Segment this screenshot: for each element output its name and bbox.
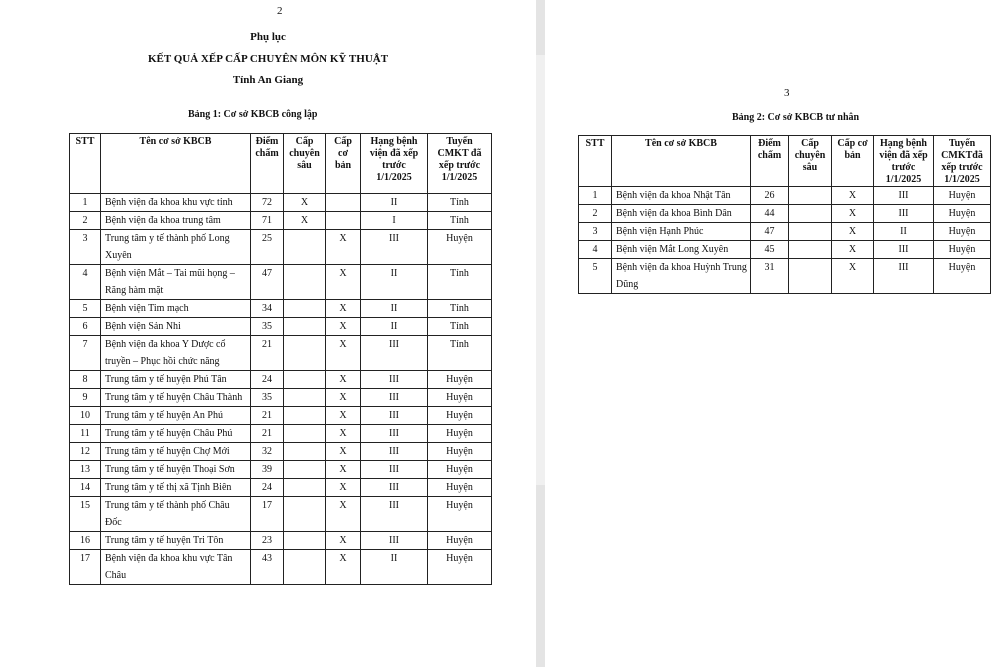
cell-score: 17 bbox=[251, 497, 284, 532]
cell-stt: 4 bbox=[579, 241, 612, 259]
cell-technical-level: Huyện bbox=[428, 497, 492, 532]
cell-deep-level bbox=[284, 497, 326, 532]
cell-hospital-rank: III bbox=[361, 461, 428, 479]
cell-technical-level: Tỉnh bbox=[428, 300, 492, 318]
cell-basic-level bbox=[326, 194, 361, 212]
cell-basic-level: X bbox=[326, 407, 361, 425]
cell-score: 47 bbox=[251, 265, 284, 300]
cell-basic-level: X bbox=[832, 187, 874, 205]
cell-facility-name: Bệnh viện Tim mạch bbox=[101, 300, 251, 318]
cell-score: 24 bbox=[251, 371, 284, 389]
cell-score: 35 bbox=[251, 318, 284, 336]
cell-deep-level bbox=[284, 479, 326, 497]
col-header-name: Tên cơ sở KBCB bbox=[101, 134, 251, 194]
table-row bbox=[70, 300, 492, 318]
cell-hospital-rank: III bbox=[874, 241, 934, 259]
col-header-level: Tuyến CMKTđã xếp trước 1/1/2025 bbox=[934, 136, 991, 187]
cell-score: 21 bbox=[251, 425, 284, 443]
cell-deep-level bbox=[789, 187, 832, 205]
cell-hospital-rank: III bbox=[361, 532, 428, 550]
col-header-name: Tên cơ sở KBCB bbox=[612, 136, 751, 187]
cell-facility-name: Bệnh viện đa khoa trung tâm bbox=[101, 212, 251, 230]
cell-deep-level bbox=[284, 461, 326, 479]
cell-hospital-rank: III bbox=[361, 425, 428, 443]
col-header-level: Tuyến CMKT đã xếp trước 1/1/2025 bbox=[428, 134, 492, 194]
cell-facility-name: Trung tâm y tế thị xã Tịnh Biên bbox=[101, 479, 251, 497]
cell-basic-level: X bbox=[832, 259, 874, 294]
table-row bbox=[579, 205, 991, 223]
cell-stt: 1 bbox=[70, 194, 101, 212]
cell-technical-level: Huyện bbox=[934, 259, 991, 294]
cell-deep-level bbox=[284, 425, 326, 443]
cell-stt: 16 bbox=[70, 532, 101, 550]
cell-hospital-rank: III bbox=[361, 389, 428, 407]
cell-hospital-rank: II bbox=[874, 223, 934, 241]
cell-score: 45 bbox=[751, 241, 789, 259]
cell-deep-level bbox=[284, 318, 326, 336]
cell-score: 39 bbox=[251, 461, 284, 479]
cell-technical-level: Huyện bbox=[428, 443, 492, 461]
cell-basic-level: X bbox=[326, 318, 361, 336]
cell-hospital-rank: II bbox=[361, 265, 428, 300]
cell-technical-level: Tỉnh bbox=[428, 194, 492, 212]
cell-technical-level: Huyện bbox=[428, 389, 492, 407]
cell-facility-name: Bệnh viện đa khoa Y Dược cổ truyền – Phục hồi chức năng bbox=[101, 336, 251, 371]
col-header-stt: STT bbox=[579, 136, 612, 187]
cell-technical-level: Huyện bbox=[428, 532, 492, 550]
cell-deep-level bbox=[284, 532, 326, 550]
cell-hospital-rank: II bbox=[361, 550, 428, 585]
cell-stt: 17 bbox=[70, 550, 101, 585]
table-row bbox=[70, 443, 492, 461]
cell-stt: 8 bbox=[70, 371, 101, 389]
cell-basic-level: X bbox=[326, 425, 361, 443]
cell-technical-level: Huyện bbox=[428, 479, 492, 497]
cell-deep-level bbox=[789, 223, 832, 241]
cell-hospital-rank: I bbox=[361, 212, 428, 230]
cell-hospital-rank: III bbox=[361, 371, 428, 389]
cell-technical-level: Tỉnh bbox=[428, 336, 492, 371]
table-header-row bbox=[70, 134, 492, 194]
cell-stt: 6 bbox=[70, 318, 101, 336]
cell-stt: 5 bbox=[70, 300, 101, 318]
cell-stt: 4 bbox=[70, 265, 101, 300]
appendix-label: Phụ lục bbox=[250, 31, 286, 43]
cell-hospital-rank: III bbox=[361, 497, 428, 532]
cell-facility-name: Trung tâm y tế huyện Châu Thành bbox=[101, 389, 251, 407]
table-row bbox=[70, 371, 492, 389]
cell-score: 35 bbox=[251, 389, 284, 407]
table-row bbox=[579, 223, 991, 241]
province-subtitle: Tỉnh An Giang bbox=[232, 74, 304, 86]
page-number: 3 bbox=[784, 87, 790, 99]
cell-basic-level bbox=[326, 212, 361, 230]
page-gap bbox=[536, 0, 545, 667]
cell-hospital-rank: III bbox=[874, 259, 934, 294]
cell-stt: 15 bbox=[70, 497, 101, 532]
cell-facility-name: Bệnh viện đa khoa khu vực tỉnh bbox=[101, 194, 251, 212]
page-gap-shade bbox=[536, 485, 545, 667]
cell-basic-level: X bbox=[326, 371, 361, 389]
col-header-stt: STT bbox=[70, 134, 101, 194]
cell-stt: 3 bbox=[70, 230, 101, 265]
table-row bbox=[70, 230, 492, 265]
cell-facility-name: Bệnh viện đa khoa Bình Dân bbox=[612, 205, 751, 223]
cell-stt: 10 bbox=[70, 407, 101, 425]
cell-facility-name: Trung tâm y tế huyện Phú Tân bbox=[101, 371, 251, 389]
cell-facility-name: Trung tâm y tế thành phố Long Xuyên bbox=[101, 230, 251, 265]
cell-deep-level bbox=[789, 205, 832, 223]
cell-hospital-rank: III bbox=[361, 407, 428, 425]
table-row bbox=[70, 318, 492, 336]
col-header-deep: Cấp chuyên sâu bbox=[789, 136, 832, 187]
cell-basic-level: X bbox=[326, 479, 361, 497]
cell-facility-name: Bệnh viện đa khoa khu vực Tân Châu bbox=[101, 550, 251, 585]
cell-technical-level: Huyện bbox=[428, 461, 492, 479]
table-row bbox=[579, 187, 991, 205]
cell-facility-name: Bệnh viện đa khoa Huỳnh Trung Dũng bbox=[612, 259, 751, 294]
cell-deep-level bbox=[284, 550, 326, 585]
table-row bbox=[70, 532, 492, 550]
table-row bbox=[70, 212, 492, 230]
cell-technical-level: Huyện bbox=[934, 187, 991, 205]
document-page-3 bbox=[545, 0, 1000, 667]
cell-hospital-rank: III bbox=[874, 187, 934, 205]
cell-stt: 2 bbox=[579, 205, 612, 223]
cell-deep-level bbox=[284, 371, 326, 389]
table-row bbox=[70, 265, 492, 300]
table-row bbox=[70, 336, 492, 371]
cell-basic-level: X bbox=[326, 336, 361, 371]
cell-technical-level: Huyện bbox=[428, 407, 492, 425]
col-header-rank: Hạng bệnh viện đã xếp trước 1/1/2025 bbox=[874, 136, 934, 187]
cell-hospital-rank: II bbox=[361, 194, 428, 212]
cell-basic-level: X bbox=[326, 265, 361, 300]
cell-score: 31 bbox=[751, 259, 789, 294]
cell-deep-level: X bbox=[284, 194, 326, 212]
cell-stt: 5 bbox=[579, 259, 612, 294]
cell-basic-level: X bbox=[326, 461, 361, 479]
main-title: KẾT QUẢ XẾP CẤP CHUYÊN MÔN KỸ THUẬT bbox=[147, 53, 389, 65]
cell-score: 47 bbox=[751, 223, 789, 241]
cell-basic-level: X bbox=[326, 443, 361, 461]
cell-stt: 12 bbox=[70, 443, 101, 461]
cell-score: 25 bbox=[251, 230, 284, 265]
cell-deep-level bbox=[789, 241, 832, 259]
cell-stt: 9 bbox=[70, 389, 101, 407]
cell-stt: 3 bbox=[579, 223, 612, 241]
cell-basic-level: X bbox=[326, 230, 361, 265]
cell-deep-level bbox=[284, 300, 326, 318]
table-row bbox=[70, 194, 492, 212]
cell-facility-name: Bệnh viện đa khoa Nhật Tân bbox=[612, 187, 751, 205]
cell-facility-name: Bệnh viện Mắt – Tai mũi họng – Răng hàm mặt bbox=[101, 265, 251, 300]
cell-score: 23 bbox=[251, 532, 284, 550]
cell-score: 32 bbox=[251, 443, 284, 461]
cell-technical-level: Huyện bbox=[428, 425, 492, 443]
cell-score: 24 bbox=[251, 479, 284, 497]
cell-hospital-rank: III bbox=[361, 336, 428, 371]
cell-deep-level: X bbox=[284, 212, 326, 230]
public-facilities-table bbox=[69, 133, 492, 585]
cell-facility-name: Trung tâm y tế huyện Thoại Sơn bbox=[101, 461, 251, 479]
table-row bbox=[70, 407, 492, 425]
cell-facility-name: Trung tâm y tế huyện Chợ Mới bbox=[101, 443, 251, 461]
cell-deep-level bbox=[284, 336, 326, 371]
cell-score: 34 bbox=[251, 300, 284, 318]
cell-deep-level bbox=[284, 265, 326, 300]
table-header-row bbox=[579, 136, 991, 187]
cell-deep-level bbox=[789, 259, 832, 294]
col-header-deep: Cấp chuyên sâu bbox=[284, 134, 326, 194]
cell-deep-level bbox=[284, 407, 326, 425]
cell-basic-level: X bbox=[326, 550, 361, 585]
table-2-caption: Bảng 2: Cơ sở KBCB tư nhân bbox=[732, 112, 860, 123]
cell-score: 21 bbox=[251, 336, 284, 371]
cell-hospital-rank: II bbox=[361, 300, 428, 318]
cell-technical-level: Tỉnh bbox=[428, 212, 492, 230]
cell-score: 72 bbox=[251, 194, 284, 212]
cell-facility-name: Trung tâm y tế huyện Tri Tôn bbox=[101, 532, 251, 550]
cell-basic-level: X bbox=[326, 300, 361, 318]
col-header-score: Điểm chấm bbox=[251, 134, 284, 194]
cell-score: 71 bbox=[251, 212, 284, 230]
cell-score: 44 bbox=[751, 205, 789, 223]
cell-facility-name: Trung tâm y tế thành phố Châu Đốc bbox=[101, 497, 251, 532]
cell-deep-level bbox=[284, 389, 326, 407]
table-row bbox=[579, 259, 991, 294]
cell-basic-level: X bbox=[326, 389, 361, 407]
col-header-rank: Hạng bệnh viện đã xếp trước 1/1/2025 bbox=[361, 134, 428, 194]
table-row bbox=[70, 497, 492, 532]
cell-basic-level: X bbox=[326, 497, 361, 532]
cell-facility-name: Bệnh viện Sản Nhi bbox=[101, 318, 251, 336]
cell-basic-level: X bbox=[326, 532, 361, 550]
cell-technical-level: Tỉnh bbox=[428, 318, 492, 336]
col-header-basic: Cấp cơ bản bbox=[832, 136, 874, 187]
cell-stt: 11 bbox=[70, 425, 101, 443]
cell-stt: 1 bbox=[579, 187, 612, 205]
cell-technical-level: Huyện bbox=[934, 205, 991, 223]
cell-stt: 13 bbox=[70, 461, 101, 479]
table-1-caption: Bảng 1: Cơ sở KBCB công lập bbox=[188, 109, 318, 120]
cell-score: 43 bbox=[251, 550, 284, 585]
cell-basic-level: X bbox=[832, 241, 874, 259]
col-header-score: Điểm chấm bbox=[751, 136, 789, 187]
cell-technical-level: Huyện bbox=[428, 230, 492, 265]
cell-facility-name: Bệnh viện Mắt Long Xuyên bbox=[612, 241, 751, 259]
cell-facility-name: Trung tâm y tế huyện An Phú bbox=[101, 407, 251, 425]
table-row bbox=[70, 461, 492, 479]
cell-hospital-rank: III bbox=[361, 479, 428, 497]
cell-basic-level: X bbox=[832, 223, 874, 241]
cell-technical-level: Tỉnh bbox=[428, 265, 492, 300]
cell-facility-name: Trung tâm y tế huyện Châu Phú bbox=[101, 425, 251, 443]
cell-technical-level: Huyện bbox=[934, 223, 991, 241]
cell-deep-level bbox=[284, 230, 326, 265]
col-header-basic: Cấp cơ bản bbox=[326, 134, 361, 194]
cell-facility-name: Bệnh viện Hạnh Phúc bbox=[612, 223, 751, 241]
cell-technical-level: Huyện bbox=[934, 241, 991, 259]
cell-technical-level: Huyện bbox=[428, 371, 492, 389]
page-number: 2 bbox=[277, 5, 283, 17]
table-row bbox=[579, 241, 991, 259]
private-facilities-table bbox=[578, 135, 991, 294]
table-row bbox=[70, 425, 492, 443]
cell-hospital-rank: III bbox=[874, 205, 934, 223]
table-row bbox=[70, 550, 492, 585]
cell-technical-level: Huyện bbox=[428, 550, 492, 585]
cell-stt: 7 bbox=[70, 336, 101, 371]
table-row bbox=[70, 389, 492, 407]
cell-hospital-rank: II bbox=[361, 318, 428, 336]
cell-hospital-rank: III bbox=[361, 443, 428, 461]
cell-basic-level: X bbox=[832, 205, 874, 223]
cell-stt: 2 bbox=[70, 212, 101, 230]
cell-stt: 14 bbox=[70, 479, 101, 497]
cell-deep-level bbox=[284, 443, 326, 461]
cell-score: 21 bbox=[251, 407, 284, 425]
page-gap-shade bbox=[536, 0, 545, 55]
cell-score: 26 bbox=[751, 187, 789, 205]
cell-hospital-rank: III bbox=[361, 230, 428, 265]
table-row bbox=[70, 479, 492, 497]
